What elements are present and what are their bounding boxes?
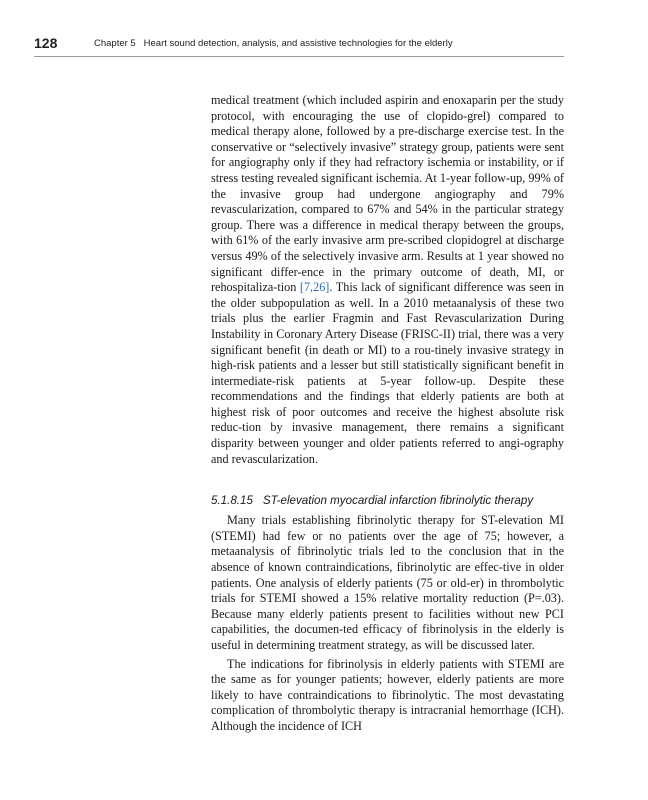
paragraph-fibrinolytic-trials: Many trials establishing fibrinolytic therapy for ST-elevation MI (STEMI) had few or no patients over the age of 75; however, a metaanalysis of fibrinolytic trials led to the conclusion that in the absence of known contraindications, fibrinolytic are effec-tive in older patients. One analysis of elderly patients (75 or old-er) in thrombolytic trials for STEMI showed a 15% relative mortality reduction (P=.03). Because many elderly patients present to facilities without new PCI capabilities, the documen-ted efficacy of fibrinolysis in the elderly is useful in determining treatment strategy, as will be discussed later. xyxy=(211,513,564,652)
chapter-title: Heart sound detection, analysis, and assistive technologies for the elderly xyxy=(143,38,453,49)
body-text xyxy=(211,93,564,735)
section-number: 5.1.8.15 xyxy=(211,494,253,508)
paragraph-indications: The indications for fibrinolysis in elderly patients with STEMI are the same as for younger patients; however, elderly patients are more likely to have contraindications to fibrinolytic. The most devastating complication of thrombolytic therapy is intracranial hemorrhage (ICH). Although the incidence of ICH xyxy=(211,656,564,733)
paragraph-continued xyxy=(211,93,564,467)
chapter-label: Chapter 5 xyxy=(94,38,136,49)
running-head xyxy=(34,34,564,57)
paragraph-text: medical treatment (which included aspirin and enoxaparin per the study protocol, with encouraging the use of clopido-grel) compared to medical therapy alone, followed by a pre-discharge exercise test. In the conservative or “selectively invasive” strategy group, patients were sent for angiography only if they had refractory ischemia or instability, or if stress testing revealed significant ischemia. At 1-year follow-up, 99% of the invasive group had undergone angiography and 79% revascularization, compared to 67% and 54% in the particular strategy group. There was a difference in medical therapy between the groups, with 61% of the early invasive arm pre-scribed clopidogrel at discharge versus 49% of the selectively invasive arm. Results at 1 year showed no significant differ-ence in the primary outcome of death, MI, or rehospitaliza-tion xyxy=(211,93,564,295)
paragraph-text: . This lack of significant difference was seen in the older subpopulation as well. In a 2010 metaanalysis of these two trials plus the earlier Fragmin and Fast Revascularization During Instability in Coronary Artery Disease (FRISC-II) trial, there was a very significant benefit (in death or MI) to a rou-tinely invasive strategy in high-risk patients and a lesser but still statistically significant benefit in intermediate-risk patients at 5-year follow-up. Despite these recommendations and the findings that elderly patients are both at highest risk of poor outcomes and receive the highest absolute risk reduc-tion by invasive management, there remains a significant disparity between younger and older patients referred to angi-ography and revascularization. xyxy=(211,280,564,466)
citation-link[interactable]: [7,26] xyxy=(299,280,330,295)
running-head-title xyxy=(94,38,453,49)
section-title: ST-elevation myocardial infarction fibrinolytic therapy xyxy=(262,494,534,508)
page-number: 128 xyxy=(34,35,58,51)
section-heading xyxy=(211,493,564,508)
